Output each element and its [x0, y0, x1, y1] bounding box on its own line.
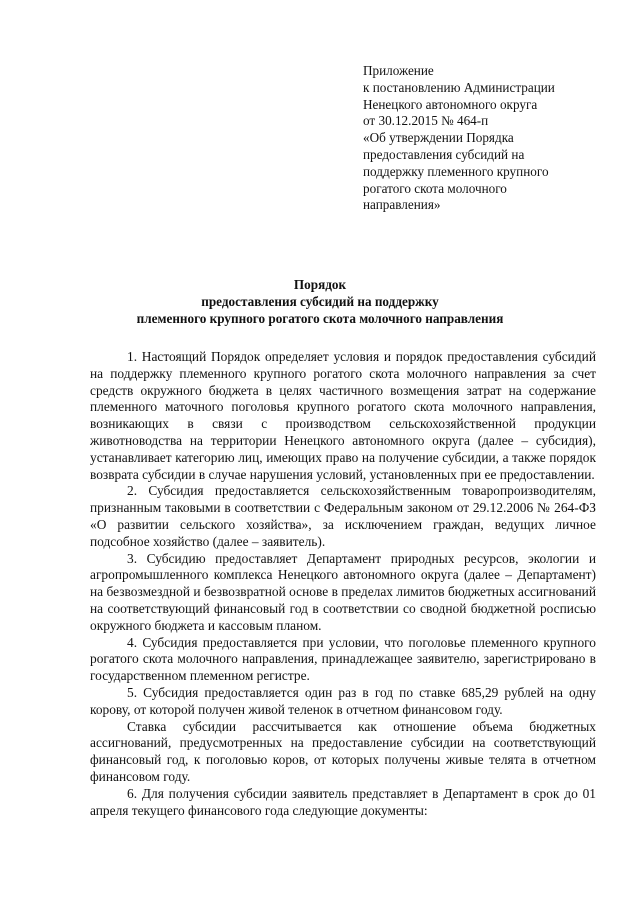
appendix-line: от 30.12.2015 № 464-п	[363, 113, 489, 129]
appendix-line: Приложение	[363, 63, 434, 78]
paragraph-1: 1. Настоящий Порядок определяет условия и порядок предоставления субсидий на поддержку племенного крупного рогатого скота молочного направления за счет средств окружного бюджета в целях частичного возмещения затрат на содержание племенного маточного поголовья крупного рогатого скота молочного направления, возникающих в связи с производством сельскохозяйственной продукции животноводства на территории Ненецкого автономного округа (далее – субсидия), устанавливает категорию лиц, имеющих право на получение субсидии, а также порядок возврата субсидии в случае нарушения условий, установленных при ее предоставлении.	[90, 349, 596, 482]
paragraph-5: 5. Субсидия предоставляется один раз в год по ставке 685,29 рублей на одну корову, от которой получен живой теленок в отчетном финансовом году.	[90, 684, 596, 717]
appendix-line: к постановлению Администрации	[363, 79, 555, 95]
document-title	[0, 277, 640, 327]
title-line-2: предоставления субсидий на поддержку	[201, 293, 439, 309]
document-body	[90, 349, 596, 819]
appendix-line: предоставления субсидий на	[363, 146, 525, 162]
paragraph-6: 6. Для получения субсидии заявитель представляет в Департамент в срок до 01 апреля текущего финансового года следующие документы:	[90, 785, 596, 818]
appendix-line: Ненецкого автономного округа	[363, 96, 538, 112]
paragraph-2: 2. Субсидия предоставляется сельскохозяйственным товаропроизводителям, признанным таковыми в соответствии с Федеральным законом от 29.12.2006 № 264-ФЗ «О развитии сельского хозяйства», за исключением граждан, ведущих личное подсобное хозяйство (далее – заявитель).	[90, 483, 596, 549]
title-line-1: Порядок	[293, 277, 347, 292]
appendix-header	[363, 63, 623, 214]
paragraph-4: 4. Субсидия предоставляется при условии, что поголовье племенного крупного рогатого скота молочного направления, принадлежащее заявителю, зарегистрировано в государственном племенном регистре.	[90, 634, 596, 684]
appendix-line: «Об утверждении Порядка	[363, 130, 514, 146]
appendix-line: рогатого скота молочного	[363, 180, 507, 196]
title-line-3: племенного крупного рогатого скота молочного направления	[136, 310, 504, 326]
appendix-line: поддержку племенного крупного	[363, 163, 549, 179]
appendix-line: направления»	[363, 197, 441, 213]
paragraph-3: 3. Субсидию предоставляет Департамент природных ресурсов, экологии и агропромышленного комплекса Ненецкого автономного округа (далее – Департамент) на безвозмездной и безвозвратной основе в пределах лимитов бюджетных ассигнований на соответствующий финансовый год в соответствии со сводной бюджетной росписью окружного бюджета и кассовым планом.	[90, 550, 596, 633]
paragraph-5-rate: Ставка субсидии рассчитывается как отношение объема бюджетных ассигнований, предусмотренных на предоставление субсидии на соответствующий финансовый год, к поголовью коров, от которых получены живые телята в отчетном финансовом году.	[90, 718, 596, 784]
